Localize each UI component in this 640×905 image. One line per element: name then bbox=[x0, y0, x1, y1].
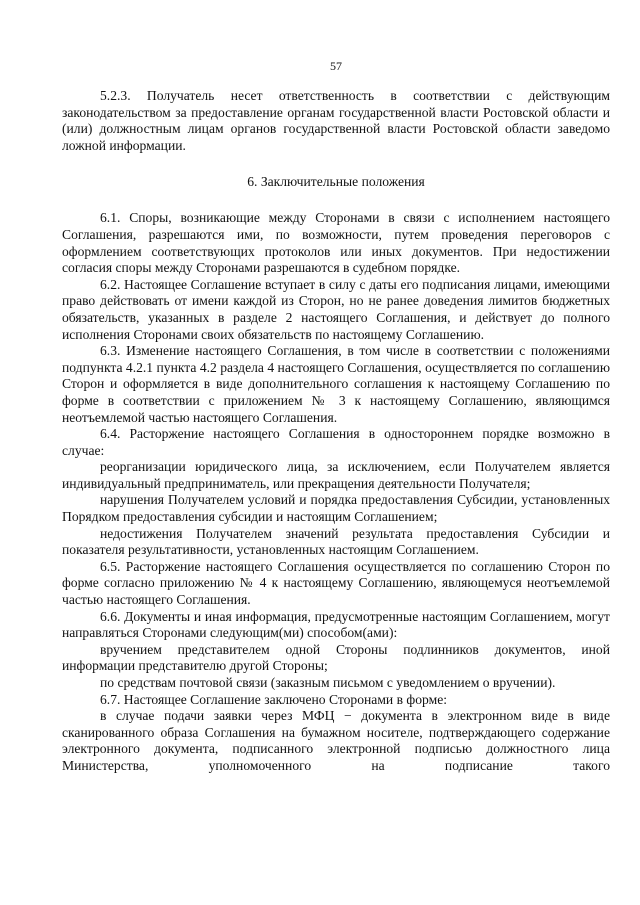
paragraph-6-7-item-1: в случае подачи заявки через МФЦ − документа в электронном виде в виде сканированного образа Соглашения на бумажном носителе, подтверждающего содержание электронного документа, подписанного электронной подписью должностного лица Министерства, уполномоченного на подписание такого bbox=[62, 708, 610, 773]
paragraph-6-6-item-1: вручением представителем одной Стороны подлинников документов, иной информации представителю другой Стороны; bbox=[62, 641, 610, 674]
paragraph-6-4-item-3: недостижения Получателем значений результата предоставления Субсидии и показателя результативности, установленных настоящим Соглашением. bbox=[62, 525, 610, 558]
paragraph-6-6-item-2: по средствам почтовой связи (заказным письмом с уведомлением о вручении). bbox=[100, 675, 556, 690]
paragraph-5-2-3: 5.2.3. Получатель несет ответственность в соответствии с действующим законодательством за предоставление органам государственной власти Ростовской области и (или) должностным лицам органов государственной власти Ростовской области заведомо ложной информации. bbox=[62, 88, 610, 153]
paragraph-6-4-item-1: реорганизации юридического лица, за исключением, если Получателем является индивидуальный предприниматель, или прекращения деятельности Получателя; bbox=[62, 459, 610, 491]
paragraph-6-2: 6.2. Настоящее Соглашение вступает в силу с даты его подписания лицами, имеющими право действовать от имени каждой из Сторон, но не ранее доведения лимитов бюджетных обязательств, указанных в разделе 2 настоящего Соглашения, и действует до полного исполнения Сторонами своих обязательств по настоящему Соглашению. bbox=[62, 276, 610, 342]
paragraph-6-4: 6.4. Расторжение настоящего Соглашения в одностороннем порядке возможно в случае: bbox=[62, 426, 610, 458]
paragraph-6-5: 6.5. Расторжение настоящего Соглашения осуществляется по соглашению Сторон по форме согласно приложению № 4 к настоящему Соглашению, являющемуся неотъемлемой частью настоящего Соглашения. bbox=[62, 558, 610, 608]
section-title: 6. Заключительные положения bbox=[247, 174, 425, 190]
paragraph-6-6: 6.6. Документы и иная информация, предусмотренные настоящим Соглашением, могут направляться Сторонами следующим(ми) способом(ами): bbox=[62, 608, 610, 641]
paragraph-6-3: 6.3. Изменение настоящего Соглашения, в том числе в соответствии с положениями подпункта 4.2.1 пункта 4.2 раздела 4 настоящего Соглашения, осуществляется по соглашению Сторон и оформляется в виде дополнительного соглашения к настоящему Соглашению по форме в соответствии с приложением № 3 к настоящему Соглашению, являющимся неотъемлемой частью настоящего Соглашения. bbox=[62, 343, 610, 425]
paragraph-6-7: 6.7. Настоящее Соглашение заключено Сторонами в форме: bbox=[100, 691, 448, 707]
paragraph-6-4-item-2: нарушения Получателем условий и порядка предоставления Субсидии, установленных Порядком предоставления субсидии и настоящим Соглашением; bbox=[62, 492, 610, 525]
paragraph-6-1: 6.1. Споры, возникающие между Сторонами в связи с исполнением настоящего Соглашения, разрешаются ими, по возможности, путем проведения переговоров с оформлением соответствующих протоколов или иных документов. При недостижении согласия споры между Сторонами разрешаются в судебном порядке. bbox=[62, 210, 610, 276]
page-number: 57 bbox=[330, 59, 342, 73]
